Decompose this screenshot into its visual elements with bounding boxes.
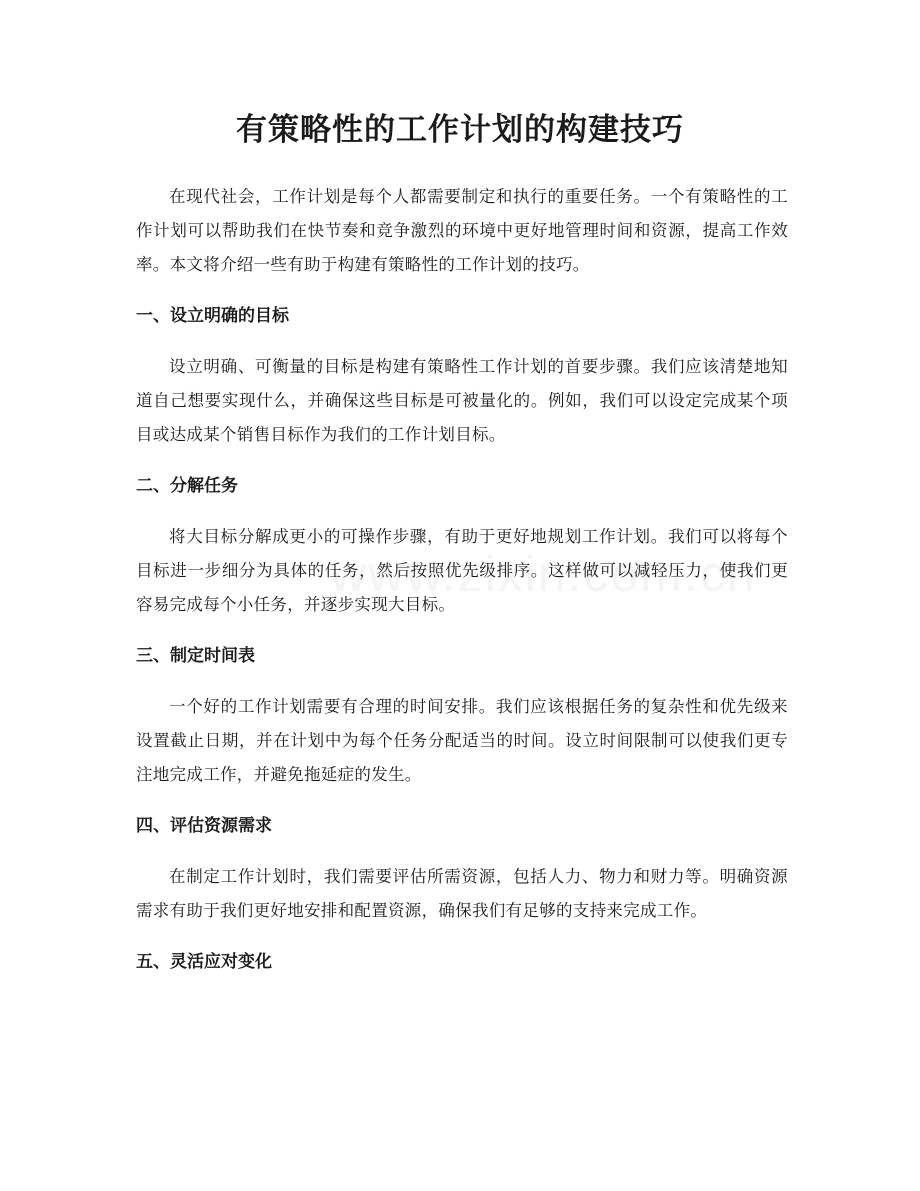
document-body bbox=[136, 180, 788, 996]
section-body-2: 将大目标分解成更小的可操作步骤，有助于更好地规划工作计划。我们可以将每个目标进一步细分为具体的任务，然后按照优先级排序。这样做可以减轻压力，使我们更容易完成每个小任务，并逐步实现大目标。 bbox=[136, 527, 788, 614]
section-body-1: 设立明确、可衡量的目标是构建有策略性工作计划的首要步骤。我们应该清楚地知道自己想要实现什么，并确保这些目标是可被量化的。例如，我们可以设定完成某个项目或达成某个销售目标作为我们的工作计划目标。 bbox=[136, 357, 788, 444]
section-heading-5: 五、灵活应对变化 bbox=[136, 952, 272, 972]
section-heading-2: 二、分解任务 bbox=[136, 476, 238, 496]
section-body-3: 一个好的工作计划需要有合理的时间安排。我们应该根据任务的复杂性和优先级来设置截止日期，并在计划中为每个任务分配适当的时间。设立时间限制可以使我们更专注地完成工作，并避免拖延症的发生。 bbox=[136, 697, 788, 784]
intro-paragraph: 在现代社会，工作计划是每个人都需要制定和执行的重要任务。一个有策略性的工作计划可以帮助我们在快节奏和竞争激烈的环境中更好地管理时间和资源，提高工作效率。本文将介绍一些有助于构建有策略性的工作计划的技巧。 bbox=[136, 187, 788, 274]
section-heading-4: 四、评估资源需求 bbox=[136, 816, 272, 836]
document-title: 有策略性的工作计划的构建技巧 bbox=[236, 112, 684, 148]
section-body-4: 在制定工作计划时，我们需要评估所需资源，包括人力、物力和财力等。明确资源需求有助于我们更好地安排和配置资源，确保我们有足够的支持来完成工作。 bbox=[136, 867, 788, 920]
section-heading-1: 一、设立明确的目标 bbox=[136, 306, 289, 326]
section-heading-3: 三、制定时间表 bbox=[136, 646, 255, 666]
